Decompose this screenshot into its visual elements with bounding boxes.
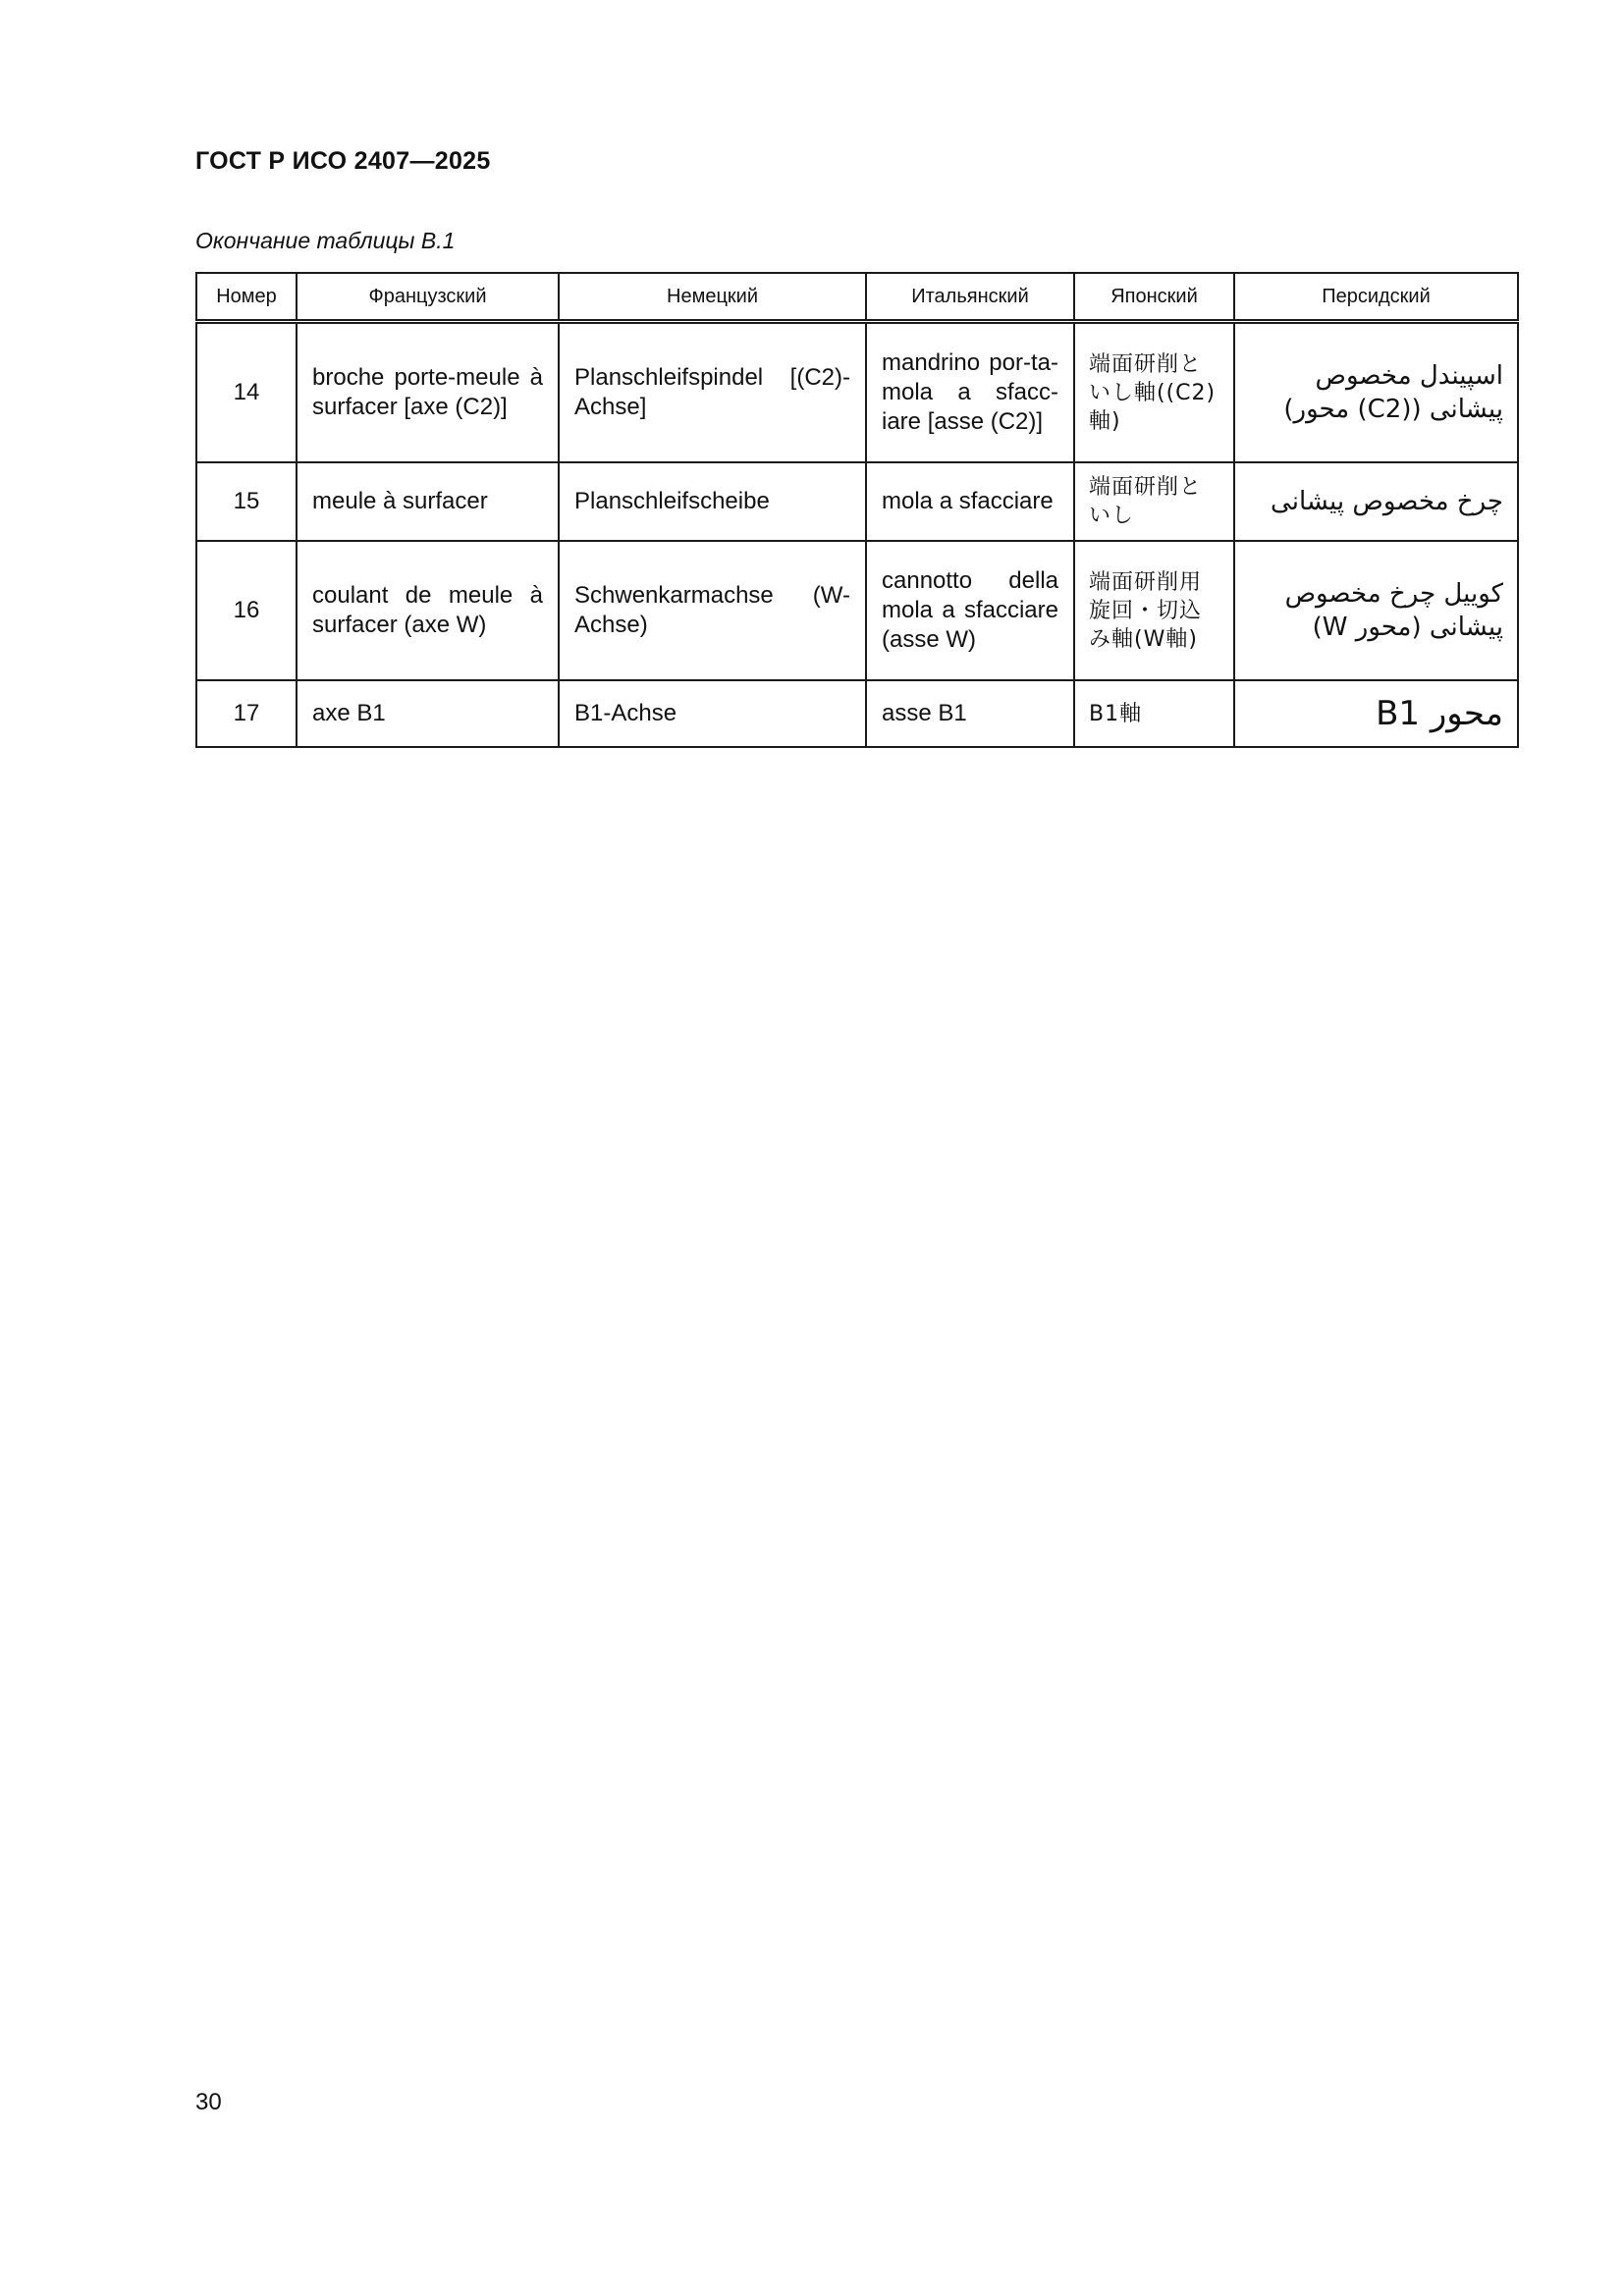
cell-number: 17 xyxy=(196,680,297,747)
table-row xyxy=(196,322,1518,463)
table-caption: Окончание таблицы В.1 xyxy=(195,228,456,253)
cell-german: Schwenkarmachse (W-Achse) xyxy=(559,541,866,680)
column-header-japanese: Японский xyxy=(1074,273,1234,322)
cell-italian: asse B1 xyxy=(866,680,1074,747)
cell-persian: محور B1 xyxy=(1234,680,1518,747)
cell-french: broche porte-meule à surfacer [axe (C2)] xyxy=(297,322,559,463)
cell-german: Planschleifscheibe xyxy=(559,462,866,541)
table-header-row xyxy=(196,273,1518,322)
column-header-french: Французский xyxy=(297,273,559,322)
cell-number: 15 xyxy=(196,462,297,541)
terms-table xyxy=(195,272,1519,748)
document-header: ГОСТ Р ИСО 2407—2025 xyxy=(195,147,491,175)
cell-japanese: 端面研削用旋回・切込み軸(W軸) xyxy=(1074,541,1234,680)
cell-french: coulant de meule à surfacer (axe W) xyxy=(297,541,559,680)
table-row xyxy=(196,541,1518,680)
cell-french: meule à surfacer xyxy=(297,462,559,541)
cell-italian: mandrino por-ta-mola a sfacc-iare [asse (C2)] xyxy=(866,322,1074,463)
column-header-german: Немецкий xyxy=(559,273,866,322)
cell-japanese: 端面研削といし軸((C2)軸) xyxy=(1074,322,1234,463)
cell-french: axe B1 xyxy=(297,680,559,747)
table-row xyxy=(196,680,1518,747)
cell-persian: کوییل چرخ مخصوص پیشانی (محور W) xyxy=(1234,541,1518,680)
column-header-persian: Персидский xyxy=(1234,273,1518,322)
cell-japanese: B1軸 xyxy=(1074,680,1234,747)
cell-number: 16 xyxy=(196,541,297,680)
column-header-italian: Итальянский xyxy=(866,273,1074,322)
table-row xyxy=(196,462,1518,541)
cell-german: Planschleifspindel [(C2)-Achse] xyxy=(559,322,866,463)
cell-number: 14 xyxy=(196,322,297,463)
column-header-number: Номер xyxy=(196,273,297,322)
cell-japanese: 端面研削といし xyxy=(1074,462,1234,541)
page-number: 30 xyxy=(195,2089,222,2115)
cell-italian: mola a sfacciare xyxy=(866,462,1074,541)
cell-german: B1-Achse xyxy=(559,680,866,747)
cell-persian: اسپیندل مخصوص پیشانی ((C2) محور) xyxy=(1234,322,1518,463)
cell-italian: cannotto della mola a sfacciare (asse W) xyxy=(866,541,1074,680)
cell-persian: چرخ مخصوص پیشانی xyxy=(1234,462,1518,541)
